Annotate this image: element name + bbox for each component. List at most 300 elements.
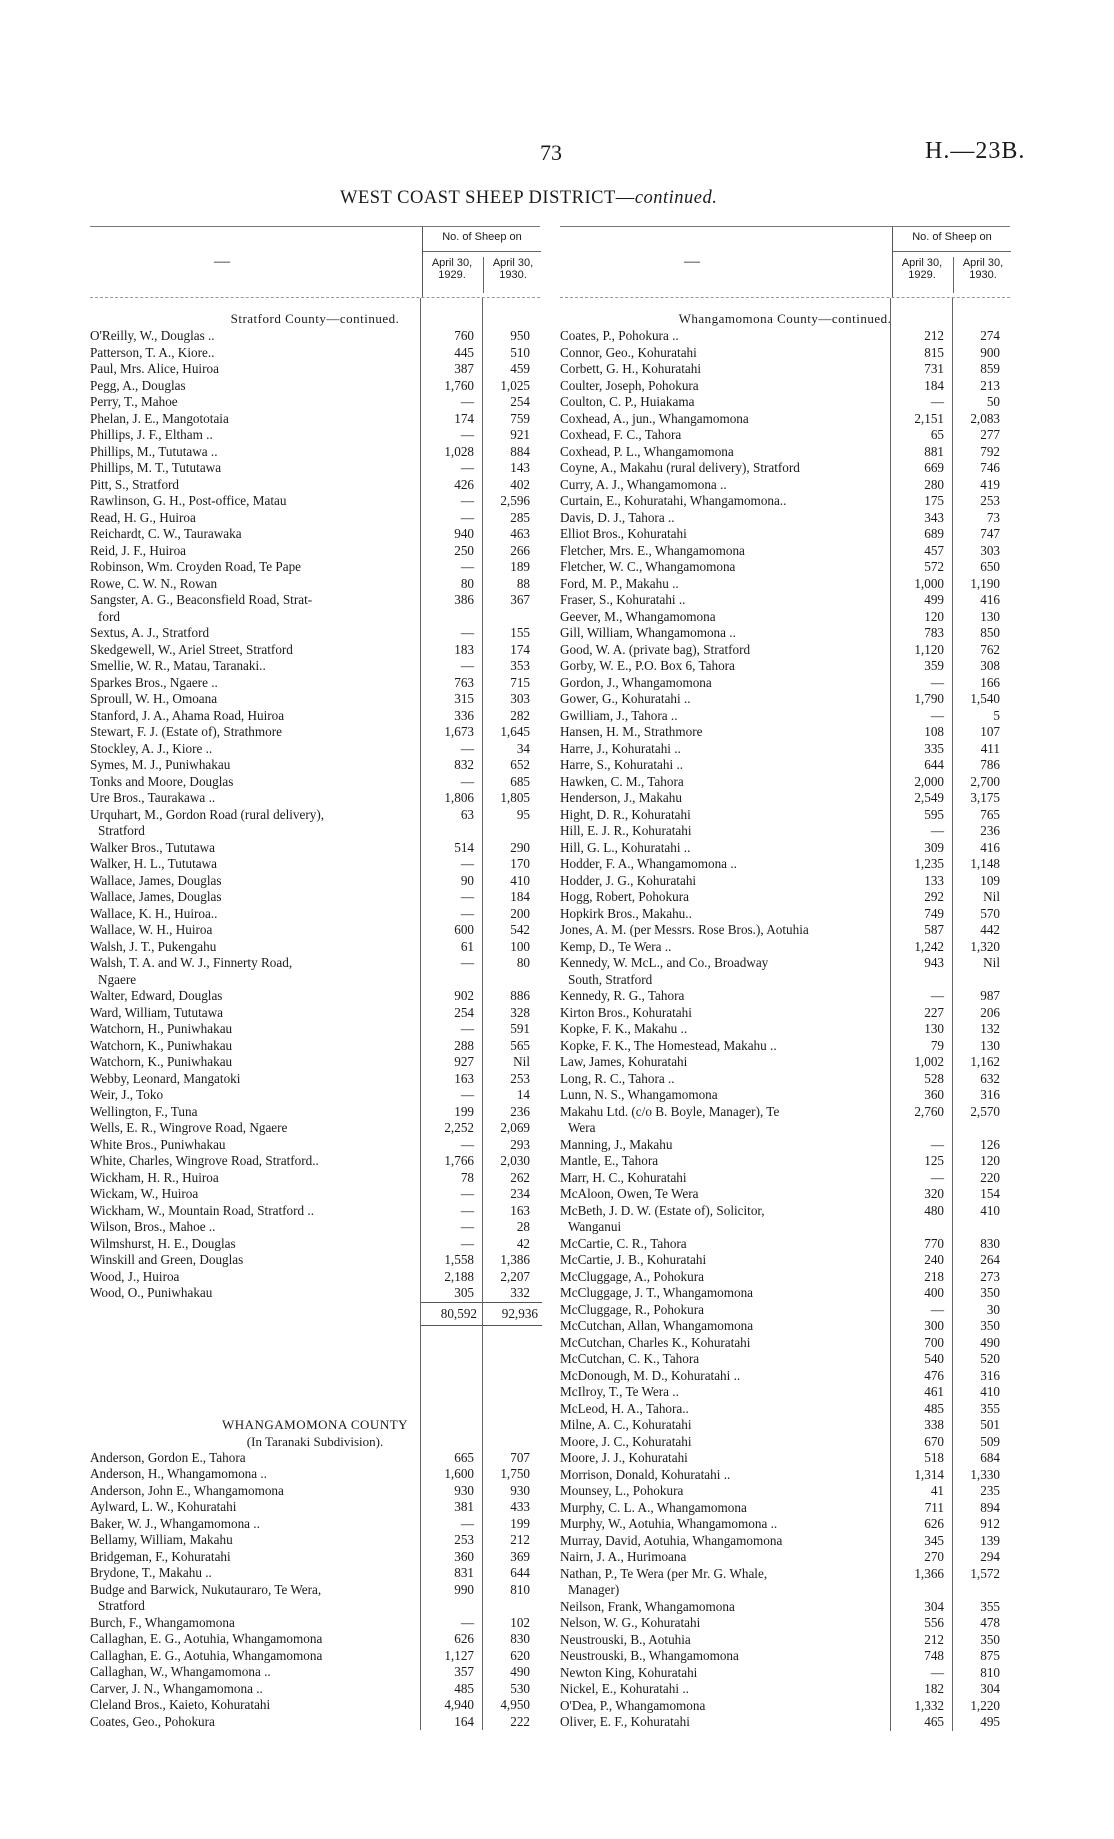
sheep-1929: 199 <box>454 1103 474 1119</box>
sheep-1930: 189 <box>510 559 530 574</box>
sheep-1930: 1,190 <box>970 575 1000 591</box>
owner-name: Manager) <box>568 1582 620 1597</box>
sheep-1930: 206 <box>980 1004 1000 1020</box>
left-column-table <box>90 226 540 1730</box>
table-row <box>560 642 1010 659</box>
sheep-1930: 80 <box>516 955 530 970</box>
sheep-1930: 155 <box>510 625 530 640</box>
sheep-1930: 746 <box>980 460 1000 475</box>
sheep-1930: 235 <box>980 1483 1000 1498</box>
sheep-1929: 815 <box>924 344 944 360</box>
table-row <box>560 757 1010 774</box>
table-row <box>560 922 1010 939</box>
table-row <box>560 1582 1010 1599</box>
sheep-1930: 254 <box>510 394 530 409</box>
sheep-1929: 184 <box>924 377 944 393</box>
owner-name: Callaghan, W., Whangamomona .. <box>90 1664 271 1679</box>
table-row <box>90 955 540 972</box>
owner-name: Hawken, C. M., Tahora <box>560 773 684 789</box>
sheep-1930: 416 <box>980 592 1000 607</box>
table-row <box>560 1483 1010 1500</box>
owner-name: Rawlinson, G. H., Post-office, Matau <box>90 493 287 508</box>
sheep-1930: 34 <box>516 740 530 756</box>
owner-name: Stratford <box>98 823 145 838</box>
owner-name: Stratford <box>98 1598 145 1613</box>
table-row <box>90 1285 540 1302</box>
sheep-1930: 2,596 <box>500 493 530 508</box>
sheep-1929: 1,242 <box>914 938 944 954</box>
sheep-1930: 685 <box>510 773 530 789</box>
sheep-1930: 950 <box>510 328 530 343</box>
table-row <box>560 1417 1010 1434</box>
sheep-1929: 345 <box>924 1532 944 1548</box>
table-row <box>90 1269 540 1286</box>
sheep-1929: 600 <box>454 922 474 937</box>
sheep-1929: 760 <box>454 328 474 343</box>
table-row <box>560 972 1010 989</box>
right-table-body <box>560 298 1010 1731</box>
sheep-1930: 282 <box>510 707 530 723</box>
table-row <box>90 510 540 527</box>
table-row <box>90 345 540 362</box>
table-row <box>560 1252 1010 1269</box>
table-row <box>90 1631 540 1648</box>
table-row <box>560 1516 1010 1533</box>
table-row <box>90 543 540 560</box>
owner-name: Walter, Edward, Douglas <box>90 988 223 1003</box>
table-row <box>90 1499 540 1516</box>
sheep-1929: 250 <box>454 542 474 558</box>
owner-name: Law, James, Kohuratahi <box>560 1054 688 1069</box>
sheep-1930: 495 <box>980 1714 1000 1729</box>
owner-name: Gill, William, Whangamomona .. <box>560 625 736 640</box>
owner-name: Curry, A. J., Whangamomona .. <box>560 476 727 492</box>
table-row <box>560 823 1010 840</box>
owner-name: McBeth, J. D. W. (Estate of), Solicitor, <box>560 1202 765 1218</box>
sheep-1930: 369 <box>510 1548 530 1564</box>
owner-name: Winskill and Green, Douglas <box>90 1252 244 1267</box>
sheep-1929: 120 <box>924 608 944 624</box>
sheep-1929: — <box>460 773 474 789</box>
table-row <box>90 741 540 758</box>
sheep-1930: 411 <box>980 740 1000 756</box>
owner-name: Anderson, John E., Whangamomona <box>90 1482 284 1498</box>
table-row <box>90 1697 540 1714</box>
owner-name: Connor, Geo., Kohuratahi <box>560 344 697 360</box>
table-row <box>560 691 1010 708</box>
owner-name: Corbett, G. H., Kohuratahi <box>560 361 702 376</box>
sheep-1930: 293 <box>510 1136 530 1152</box>
sheep-1929: 386 <box>454 592 474 607</box>
sheep-1929: 175 <box>924 493 944 508</box>
sheep-1929: 644 <box>924 757 944 772</box>
sheep-1929: 335 <box>924 740 944 756</box>
sheep-1930: 73 <box>986 509 1000 525</box>
sheep-1929: 1,366 <box>914 1565 944 1581</box>
section-title-whangamomona: WHANGAMOMONA COUNTY <box>221 1416 409 1432</box>
sheep-1930: 2,207 <box>500 1268 530 1284</box>
sheep-1929: 587 <box>924 922 944 937</box>
sheep-1930: 303 <box>980 542 1000 558</box>
sheep-1930: 253 <box>980 493 1000 508</box>
sheep-1929: 80 <box>460 575 474 591</box>
sheep-1930: 107 <box>980 724 1000 739</box>
owner-name: Sparkes Bros., Ngaere .. <box>90 674 218 690</box>
owner-name: Walsh, T. A. and W. J., Finnerty Road, <box>90 955 293 970</box>
sheep-1930: 328 <box>510 1004 530 1020</box>
owner-name: Marr, H. C., Kohuratahi <box>560 1169 687 1185</box>
sheep-1930: 884 <box>510 443 530 459</box>
owner-name: Hansen, H. M., Strathmore <box>560 724 703 739</box>
table-row <box>90 658 540 675</box>
sheep-1930: 759 <box>510 410 530 426</box>
table-row <box>560 559 1010 576</box>
table-row <box>560 1038 1010 1055</box>
owner-name: Watchorn, K., Puniwhakau <box>90 1054 233 1069</box>
sheep-1929: 305 <box>454 1285 474 1300</box>
owner-name: Wells, E. R., Wingrove Road, Ngaere <box>90 1120 288 1135</box>
sheep-1930: 303 <box>510 691 530 706</box>
owner-name: Milne, A. C., Kohuratahi <box>560 1417 692 1432</box>
sheep-1930: 184 <box>510 889 530 904</box>
sheep-1930: 650 <box>980 559 1000 574</box>
owner-name: White, Charles, Wingrove Road, Stratford.. <box>90 1153 319 1168</box>
owner-name: Henderson, J., Makahu <box>560 790 682 805</box>
sheep-1929 <box>893 1120 955 1137</box>
sheep-1929: — <box>930 394 944 409</box>
table-row <box>90 625 540 642</box>
owner-name: Geever, M., Whangamomona <box>560 608 716 624</box>
sheep-1929: 1,028 <box>444 443 474 459</box>
sheep-1929: 183 <box>454 641 474 657</box>
sheep-1930: 166 <box>980 674 1000 690</box>
sheep-1929: 1,600 <box>444 1466 474 1481</box>
sheep-1929: 749 <box>924 905 944 921</box>
owner-name: Watchorn, K., Puniwhakau <box>90 1037 233 1053</box>
table-row <box>90 576 540 593</box>
sheep-1929: — <box>460 1202 474 1218</box>
owner-name: Reid, J. F., Huiroa <box>90 542 187 558</box>
sheep-1929: 626 <box>924 1516 944 1531</box>
table-row <box>90 477 540 494</box>
sheep-1930: 747 <box>980 526 1000 541</box>
sheep-1929: 528 <box>924 1070 944 1086</box>
owner-name: Neustrouski, B., Whangamomona <box>560 1648 739 1663</box>
owner-name: Sangster, A. G., Beaconsfield Road, Strat- <box>90 592 313 607</box>
sheep-1930: 930 <box>510 1482 530 1498</box>
sheep-1929: — <box>460 1614 474 1630</box>
table-row <box>560 1648 1010 1665</box>
owner-name: McCluggage, R., Pohokura <box>560 1301 704 1317</box>
table-row <box>560 724 1010 741</box>
sheep-1930: 652 <box>510 757 530 772</box>
sheep-1929: 125 <box>924 1153 944 1168</box>
sheep-1929: 359 <box>924 658 944 673</box>
owner-name: Reichardt, C. W., Taurawaka <box>90 526 242 541</box>
table-row <box>90 757 540 774</box>
sheep-1929: 485 <box>454 1680 474 1696</box>
sheep-1929: — <box>460 955 474 970</box>
sheep-1930: 490 <box>510 1664 530 1679</box>
section-subtitle-whangamomona: (In Taranaki Subdivision). <box>246 1433 384 1449</box>
table-row <box>90 1664 540 1681</box>
sheep-1930: 620 <box>510 1647 530 1663</box>
sheep-1930 <box>484 609 540 626</box>
sheep-1930: 442 <box>980 922 1000 937</box>
owner-name: Rowe, C. W. N., Rowan <box>90 575 218 591</box>
sheep-1930: 410 <box>980 1384 1000 1399</box>
sheep-1929: — <box>460 493 474 508</box>
sheep-1930: 2,570 <box>970 1103 1000 1119</box>
owner-name: Callaghan, E. G., Aotuhia, Whangamomona <box>90 1647 323 1663</box>
owner-name: Sproull, W. H., Omoana <box>90 691 218 706</box>
page-title-continued: continued. <box>634 188 718 208</box>
owner-name: McDonough, M. D., Kohuratahi .. <box>560 1367 741 1383</box>
sheep-1930 <box>484 972 540 989</box>
owner-name: Wilmshurst, H. E., Douglas <box>90 1235 236 1251</box>
table-row <box>560 1615 1010 1632</box>
sheep-1930: 316 <box>980 1367 1000 1383</box>
sheep-1930: Nil <box>983 955 1000 970</box>
table-row <box>90 906 540 923</box>
sheep-1930: 350 <box>980 1285 1000 1300</box>
owner-name: Jones, A. M. (per Messrs. Rose Bros.), Aotuhia <box>560 922 809 937</box>
table-row <box>560 1219 1010 1236</box>
sheep-1930: 222 <box>510 1713 530 1729</box>
sheep-1929: 763 <box>454 674 474 690</box>
owner-name: Oliver, E. F., Kohuratahi <box>560 1714 690 1729</box>
owner-name: Webby, Leonard, Mangatoki <box>90 1070 241 1086</box>
owner-name: Walsh, J. T., Pukengahu <box>90 938 217 954</box>
sheep-1929: 2,188 <box>444 1268 474 1284</box>
sheep-1929: 480 <box>924 1202 944 1218</box>
owner-name: Stewart, F. J. (Estate of), Strathmore <box>90 724 282 739</box>
owner-name: Kennedy, W. McL., and Co., Broadway <box>560 955 769 970</box>
sheep-1929: 540 <box>924 1351 944 1366</box>
table-row <box>560 625 1010 642</box>
sheep-1929: 360 <box>924 1087 944 1102</box>
sheep-1929: 831 <box>454 1565 474 1580</box>
owner-name: Coates, Geo., Pohokura <box>90 1713 215 1729</box>
owner-name: Watchorn, H., Puniwhakau <box>90 1021 233 1036</box>
sheep-1930: 234 <box>510 1186 530 1201</box>
table-row <box>560 1186 1010 1203</box>
sheep-1930: 1,162 <box>970 1054 1000 1069</box>
table-row <box>90 1615 540 1632</box>
sheep-1930: 130 <box>980 1037 1000 1053</box>
table-row <box>90 1582 540 1599</box>
owner-name: Perry, T., Mahoe <box>90 394 178 409</box>
sheep-1929: 254 <box>454 1004 474 1020</box>
sheep-1929: 881 <box>924 443 944 459</box>
sheep-1929: 1,790 <box>914 691 944 706</box>
sheep-1930: 304 <box>980 1681 1000 1696</box>
owner-name: Coxhead, A., jun., Whangamomona <box>560 410 749 426</box>
table-row <box>90 411 540 428</box>
table-row <box>90 1137 540 1154</box>
table-row <box>90 675 540 692</box>
table-row <box>90 1516 540 1533</box>
sheep-1929: 731 <box>924 361 944 376</box>
sheep-1929: 943 <box>924 955 944 970</box>
sheep-1930: 1,220 <box>970 1697 1000 1713</box>
header-col-1930: April 30, 1930. <box>953 257 1012 293</box>
sheep-1929: 461 <box>924 1384 944 1399</box>
header-group <box>892 227 1011 297</box>
sheep-1929: — <box>460 856 474 871</box>
sheep-1930: 1,540 <box>970 691 1000 706</box>
table-row <box>560 1467 1010 1484</box>
sheep-1929: 514 <box>454 839 474 855</box>
sheep-1930: 294 <box>980 1549 1000 1564</box>
sheep-1929: 669 <box>924 460 944 475</box>
owner-name: Anderson, Gordon E., Tahora <box>90 1449 246 1465</box>
table-row <box>560 1005 1010 1022</box>
table-row <box>560 1335 1010 1352</box>
document-code: H.—23B. <box>925 138 1026 164</box>
owner-name: Makahu Ltd. (c/o B. Boyle, Manager), Te <box>560 1103 780 1119</box>
sheep-1929: 400 <box>924 1285 944 1300</box>
owner-name: Harre, J., Kohuratahi .. <box>560 740 681 756</box>
owner-name: Kopke, F. K., Makahu .. <box>560 1021 688 1036</box>
table-row <box>560 510 1010 527</box>
sheep-1929 <box>893 1219 955 1236</box>
sheep-1929: 336 <box>454 707 474 723</box>
sheep-1929: 253 <box>454 1532 474 1547</box>
table-row <box>560 1665 1010 1682</box>
sheep-1930: 109 <box>980 872 1000 888</box>
sheep-1930: 792 <box>980 443 1000 459</box>
table-row <box>90 1087 540 1104</box>
sheep-1930: 886 <box>510 988 530 1003</box>
owner-name: Cleland Bros., Kaieto, Kohuratahi <box>90 1697 271 1712</box>
sheep-1929: 700 <box>924 1334 944 1350</box>
sheep-1929: 41 <box>930 1483 944 1498</box>
table-row <box>560 1054 1010 1071</box>
sheep-1929: 1,806 <box>444 790 474 805</box>
owner-name: Newton King, Kohuratahi <box>560 1664 698 1680</box>
owner-name: Gorby, W. E., P.O. Box 6, Tahora <box>560 658 735 673</box>
sheep-1930: 570 <box>980 905 1000 921</box>
table-row <box>90 807 540 824</box>
sheep-1929: 1,002 <box>914 1054 944 1069</box>
table-header <box>90 226 540 298</box>
sheep-1929: 2,252 <box>444 1120 474 1135</box>
table-row <box>90 840 540 857</box>
sheep-1929: 360 <box>454 1548 474 1564</box>
table-row <box>90 873 540 890</box>
table-row <box>560 1285 1010 1302</box>
sheep-1930: 810 <box>980 1664 1000 1680</box>
sheep-1930: 5 <box>993 707 1000 723</box>
table-row <box>90 988 540 1005</box>
sheep-1929: — <box>460 1021 474 1036</box>
table-row <box>560 708 1010 725</box>
sheep-1930: 355 <box>980 1598 1000 1614</box>
table-row <box>90 361 540 378</box>
table-row <box>560 1153 1010 1170</box>
owner-name: Ward, William, Tututawa <box>90 1004 223 1020</box>
sheep-1930: 273 <box>980 1268 1000 1284</box>
sheep-1929: 2,760 <box>914 1103 944 1119</box>
owner-name: McCutchan, C. K., Tahora <box>560 1351 700 1366</box>
owner-name: Wallace, James, Douglas <box>90 872 222 888</box>
sheep-1930: 684 <box>980 1450 1000 1465</box>
sheep-1929 <box>423 823 485 840</box>
owner-name: Nickel, E., Kohuratahi .. <box>560 1681 689 1696</box>
table-row <box>90 1549 540 1566</box>
sheep-1930: 42 <box>516 1235 530 1251</box>
sheep-1929: 1,558 <box>444 1252 474 1267</box>
sheep-1929: 665 <box>454 1449 474 1465</box>
table-row <box>90 1120 540 1137</box>
table-row <box>90 691 540 708</box>
sheep-1930: 410 <box>510 872 530 888</box>
owner-name: Gwilliam, J., Tahora .. <box>560 707 678 723</box>
sheep-1930: 170 <box>510 856 530 871</box>
owner-name: McLeod, H. A., Tahora.. <box>560 1400 689 1416</box>
sheep-1929: 304 <box>924 1598 944 1614</box>
sheep-1929: — <box>460 1186 474 1201</box>
sheep-1930: 102 <box>510 1614 530 1630</box>
table-row <box>560 526 1010 543</box>
sheep-1929 <box>423 609 485 626</box>
whangamomona-continued-rows <box>560 328 1010 1731</box>
sheep-1930: 4,950 <box>500 1697 530 1712</box>
sheep-1930: 591 <box>510 1021 530 1036</box>
table-row <box>560 1549 1010 1566</box>
table-row <box>560 955 1010 972</box>
sheep-1929: — <box>930 1301 944 1317</box>
sheep-1929: — <box>460 1515 474 1531</box>
table-row <box>560 1681 1010 1698</box>
sheep-1930: 174 <box>510 641 530 657</box>
sheep-1929: 1,673 <box>444 724 474 739</box>
sheep-1930: 830 <box>980 1235 1000 1251</box>
sheep-1929: — <box>460 905 474 921</box>
owner-name: Ure Bros., Taurakawa .. <box>90 790 216 805</box>
whangamomona-rows <box>90 1450 540 1731</box>
sheep-1930: 200 <box>510 905 530 921</box>
sheep-1929: 387 <box>454 361 474 376</box>
sheep-1930: 542 <box>510 922 530 937</box>
sheep-1930: 120 <box>980 1153 1000 1168</box>
table-row <box>90 1236 540 1253</box>
sheep-1929: 78 <box>460 1169 474 1185</box>
sheep-1930: 1,645 <box>500 724 530 739</box>
sheep-1930: 478 <box>980 1615 1000 1630</box>
table-row <box>90 1170 540 1187</box>
sheep-1929: 1,235 <box>914 856 944 871</box>
sheep-1930: 290 <box>510 839 530 855</box>
owner-name: Hogg, Robert, Pohokura <box>560 889 689 904</box>
page-title-main: WEST COAST SHEEP DISTRICT— <box>340 188 635 208</box>
sheep-1930: 416 <box>980 839 1000 855</box>
sheep-1929: 212 <box>924 1631 944 1647</box>
sheep-1929: 108 <box>924 724 944 739</box>
owner-name: Ngaere <box>98 971 137 987</box>
sheep-1930: 921 <box>510 427 530 442</box>
table-row <box>560 427 1010 444</box>
sheep-1929: 90 <box>460 872 474 888</box>
sheep-1929: 292 <box>924 889 944 904</box>
sheep-1929: 174 <box>454 410 474 426</box>
sheep-1929: 518 <box>924 1450 944 1465</box>
table-row <box>560 807 1010 824</box>
owner-name: Coulter, Joseph, Pohokura <box>560 377 699 393</box>
sheep-1930: 126 <box>980 1136 1000 1152</box>
owner-name: Good, W. A. (private bag), Stratford <box>560 641 751 657</box>
